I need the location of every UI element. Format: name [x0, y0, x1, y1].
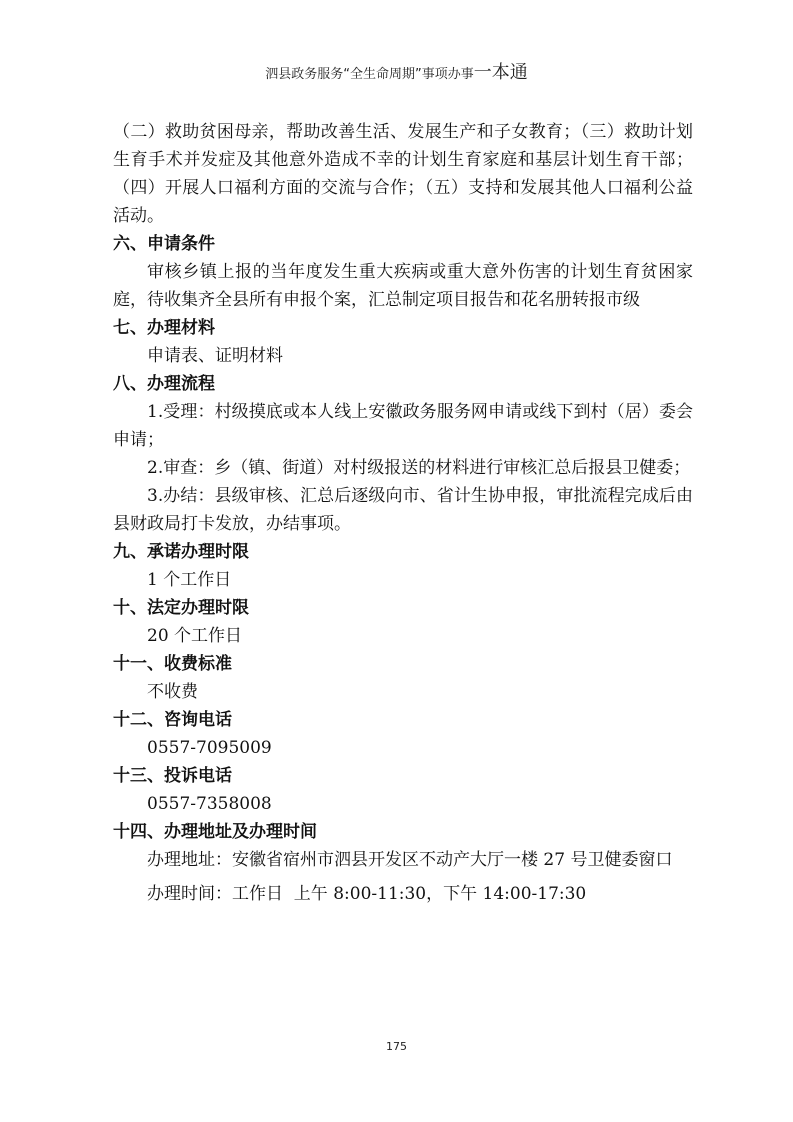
section-heading-fees: 十一、收费标准	[113, 654, 232, 674]
promised-time-text: 1 个工作日	[147, 570, 232, 590]
section-heading-process: 八、办理流程	[113, 374, 215, 394]
header-title-emphasis: 一本通	[473, 62, 528, 83]
section-heading-legal-time: 十、法定办理时限	[113, 598, 249, 618]
document-body	[113, 118, 693, 908]
conditions-text: 审核乡镇上报的当年度发生重大疾病或重大意外伤害的计划生育贫困家庭，待收集齐全县所有申报个案，汇总制定项目报告和花名册转报市级	[113, 262, 693, 310]
section-heading-materials: 七、办理材料	[113, 318, 215, 338]
legal-time-text: 20 个工作日	[147, 626, 243, 646]
office-address: 办理地址：安徽省宿州市泗县开发区不动产大厅一楼 27 号卫健委窗口	[147, 850, 673, 870]
header-title: 泗县政务服务“全生命周期”事项办事	[265, 67, 474, 82]
office-hours: 办理时间：工作日 上午 8:00-11:30，下午 14:00-17:30	[147, 884, 587, 904]
section-heading-promised-time: 九、承诺办理时限	[113, 542, 249, 562]
materials-text: 申请表、证明材料	[147, 346, 283, 366]
section-heading-address-hours: 十四、办理地址及办理时间	[113, 822, 317, 842]
fees-text: 不收费	[147, 682, 198, 702]
intro-paragraph: （二）救助贫困母亲，帮助改善生活、发展生产和子女教育；（三）救助计划生育手术并发症及其他意外造成不幸的计划生育家庭和基层计划生育干部；（四）开展人口福利方面的交流与合作；（五）支持和发展其他人口福利公益活动。	[113, 122, 693, 226]
page-header	[0, 58, 793, 84]
process-step-3: 3.办结：县级审核、汇总后逐级向市、省计生协申报，审批流程完成后由县财政局打卡发放，办结事项。	[113, 486, 693, 534]
section-heading-consult-phone: 十二、咨询电话	[113, 710, 232, 730]
section-heading-conditions: 六、申请条件	[113, 234, 215, 254]
complaint-phone-number: 0557-7358008	[147, 794, 272, 814]
process-step-1: 1.受理：村级摸底或本人线上安徽政务服务网申请或线下到村（居）委会申请；	[113, 402, 693, 450]
consult-phone-number: 0557-7095009	[147, 738, 272, 758]
page-number: 175	[386, 1040, 407, 1053]
section-heading-complaint-phone: 十三、投诉电话	[113, 766, 232, 786]
process-step-2: 2.审查：乡（镇、街道）对村级报送的材料进行审核汇总后报县卫健委；	[147, 458, 691, 478]
